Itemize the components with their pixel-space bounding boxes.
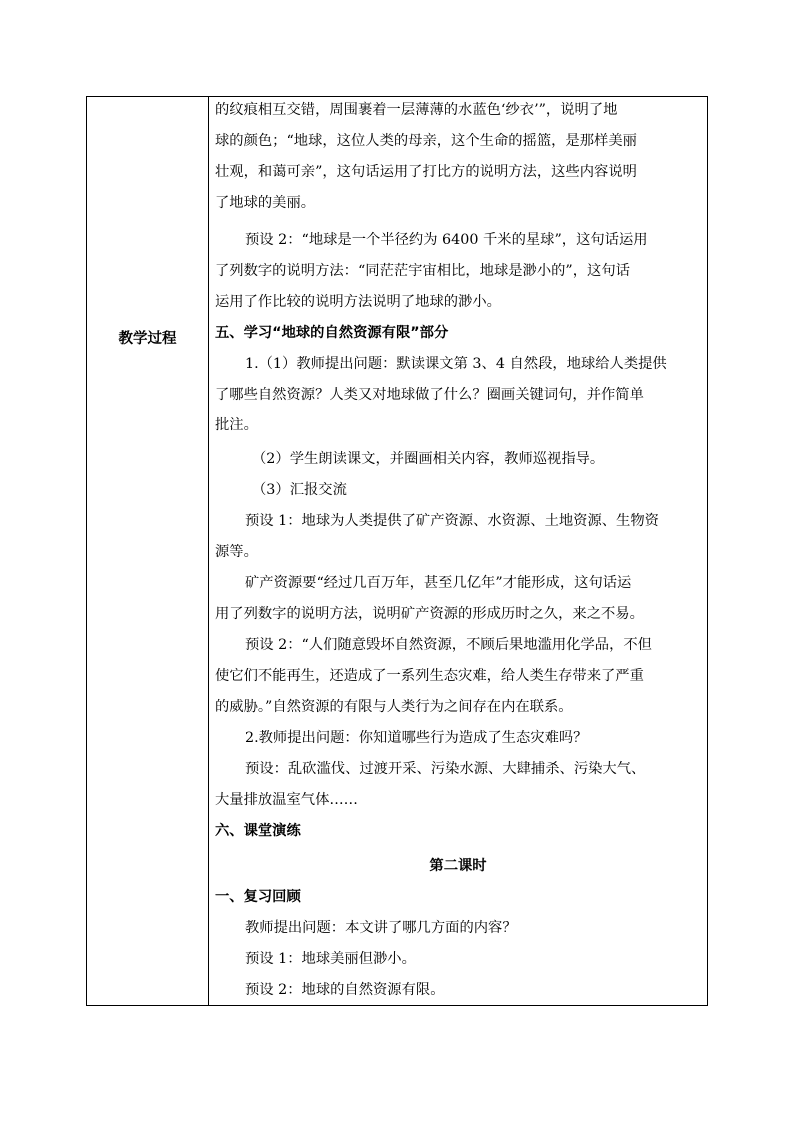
text-line: 矿产资源要“经过几百万年，甚至几亿年”才能形成，这句话运 (245, 575, 632, 591)
text-line: 预设 2：“人们随意毁坏自然资源，不顾后果地滥用化学品，不但 (245, 637, 652, 653)
text-line: 壮观，和蔼可亲”，这句话运用了打比方的说明方法，这些内容说明 (215, 164, 637, 180)
text-line: 球的颜色；“地球，这位人类的母亲，这个生命的摇篮，是那样美丽 (215, 133, 637, 149)
text-line: 了哪些自然资源？人类又对地球做了什么？圈画关键词句，并作简单 (215, 387, 644, 403)
text-line: 的威胁。”自然资源的有限与人类行为之间存在内在联系。 (215, 699, 573, 715)
text-line: 用了列数字的说明方法，说明矿产资源的形成历时之久，来之不易。 (215, 606, 644, 622)
text-line: 1.（1）教师提出问题：默读课文第 3、4 自然段，地球给人类提供 (245, 356, 667, 372)
section-heading: 一、复习回顾 (215, 889, 301, 905)
text-line: 2.教师提出问题：你知道哪些行为造成了生态灾难吗？ (245, 730, 588, 746)
lesson-period-title: 第二课时 (429, 858, 487, 874)
text-line: 预设 1：地球美丽但渺小。 (245, 951, 416, 967)
text-line: （3）汇报交流 (252, 482, 347, 498)
text-line: 了地球的美丽。 (215, 195, 316, 211)
text-line: 预设 1：地球为人类提供了矿产资源、水资源、土地资源、生物资 (245, 513, 659, 529)
lesson-table (86, 96, 708, 1006)
text-line: 预设 2：地球的自然资源有限。 (245, 982, 445, 998)
text-line: 教师提出问题：本文讲了哪几方面的内容？ (245, 920, 517, 936)
text-line: 运用了作比较的说明方法说明了地球的渺小。 (215, 294, 501, 310)
text-line: 批注。 (215, 417, 258, 433)
text-line: 预设 2：“地球是一个半径约为 6400 千米的星球”，这句话运用 (245, 232, 648, 248)
section-heading: 六、课堂演练 (215, 823, 301, 839)
content-cell (209, 97, 707, 1005)
text-line: 大量排放温室气体…… (215, 792, 358, 808)
text-line: 使它们不能再生，还造成了一系列生态灾难，给人类生存带来了严重 (215, 668, 644, 684)
text-line: 源等。 (215, 544, 258, 560)
label-cell (87, 97, 208, 1005)
text-line: 了列数字的说明方法：“同茫茫宇宙相比，地球是渺小的”，这句话 (215, 263, 630, 279)
row-label: 教学过程 (118, 331, 177, 347)
text-line: （2）学生朗读课文，并圈画相关内容，教师巡视指导。 (252, 451, 605, 467)
text-line: 的纹痕相互交错，周围裹着一层薄薄的水蓝色‘纱衣’”，说明了地 (215, 102, 618, 118)
section-heading: 五、学习“地球的自然资源有限”部分 (215, 325, 449, 341)
text-line: 预设：乱砍滥伐、过渡开采、污染水源、大肆捕杀、污染大气、 (245, 761, 646, 777)
